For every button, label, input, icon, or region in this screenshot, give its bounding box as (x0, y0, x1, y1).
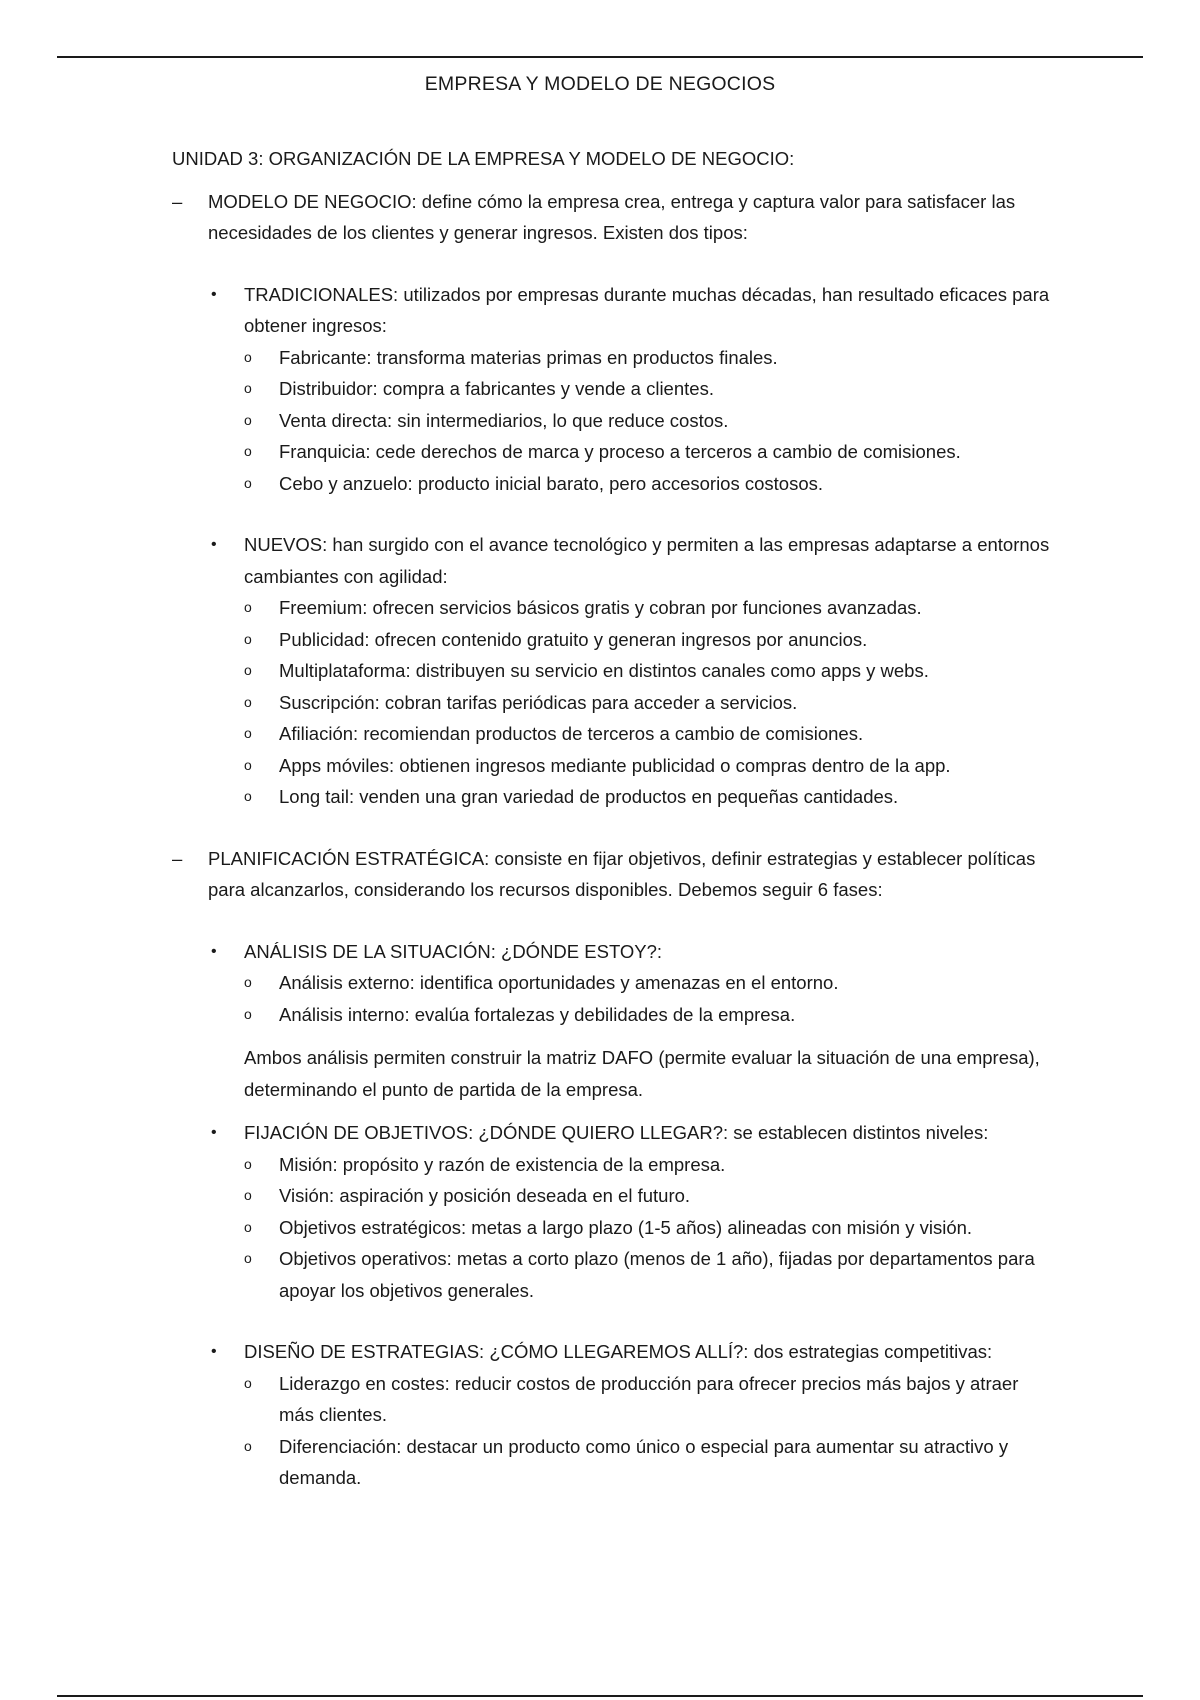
circle-marker: o (244, 380, 252, 396)
bullet-objetivos (208, 1117, 1052, 1306)
list-item-text: Long tail: venden una gran variedad de productos en pequeñas cantidades. (279, 786, 899, 807)
bullet-marker: • (211, 1343, 217, 1360)
list-item-text: Fabricante: transforma materias primas en productos finales. (279, 346, 778, 368)
list-item-text: Franquicia: cede derechos de marca y proceso a terceros a cambio de comisiones. (279, 441, 961, 462)
list-item-text: Diferenciación: destacar un producto como único o especial para aumentar su atractivo y demanda. (279, 1435, 1009, 1488)
list-item (244, 624, 1052, 656)
bullet-text: FIJACIÓN DE OBJETIVOS: ¿DÓNDE QUIERO LLEGAR?: se establecen distintos niveles: (244, 1122, 989, 1143)
circle-marker: o (244, 1250, 252, 1266)
circle-marker: o (244, 725, 252, 741)
list-item (244, 592, 1052, 624)
list-item (244, 750, 1052, 782)
bullet-marker: • (211, 942, 217, 960)
list-item-text: Freemium: ofrecen servicios básicos gratis y cobran por funciones avanzadas. (279, 597, 922, 618)
list-item-text: Venta directa: sin intermediarios, lo que reduce costos. (279, 409, 729, 431)
bullet-estrategias (208, 1336, 1052, 1494)
circle-marker: o (244, 974, 252, 990)
bottom-rule (57, 1695, 1143, 1697)
list-item (244, 373, 1052, 405)
sub-list (244, 1149, 1052, 1307)
circle-marker: o (244, 1155, 252, 1172)
bullet-text: NUEVOS: han surgido con el avance tecnológico y permiten a las empresas adaptarse a entornos cambiantes con agilidad: (244, 534, 1050, 587)
circle-marker: o (244, 693, 252, 710)
circle-marker: o (244, 662, 252, 678)
list-item (244, 1368, 1052, 1431)
circle-marker: o (244, 599, 252, 615)
circle-marker: o (244, 474, 252, 491)
circle-marker: o (244, 348, 252, 365)
circle-marker: o (244, 1187, 252, 1203)
list-item-text: Visión: aspiración y posición deseada en el futuro. (279, 1185, 691, 1206)
document-body (172, 143, 1052, 1494)
top-rule (57, 56, 1143, 58)
bullet-text: DISEÑO DE ESTRATEGIAS: ¿CÓMO LLEGAREMOS ALLÍ?: dos estrategias competitivas: (244, 1341, 993, 1362)
section-text: PLANIFICACIÓN ESTRATÉGICA: consiste en fijar objetivos, definir estrategias y establecer políticas para alcanzarlos, considerando los recursos disponibles. Debemos seguir 6 fases: (208, 847, 1036, 900)
list-item-text: Análisis externo: identifica oportunidades y amenazas en el entorno. (279, 972, 839, 993)
sub-list (244, 967, 1052, 1030)
bullet-text: ANÁLISIS DE LA SITUACIÓN: ¿DÓNDE ESTOY?: (244, 940, 663, 962)
list-item (244, 718, 1052, 750)
sub-list (244, 592, 1052, 813)
list-item (244, 999, 1052, 1031)
list-item-text: Afiliación: recomiendan productos de terceros a cambio de comisiones. (279, 723, 864, 744)
bullet-text: TRADICIONALES: utilizados por empresas durante muchas décadas, han resultado eficaces para obtener ingresos: (244, 283, 1050, 336)
list-item-text: Análisis interno: evalúa fortalezas y debilidades de la empresa. (279, 1003, 796, 1025)
bullet-nuevos (208, 529, 1052, 813)
list-item-text: Liderazgo en costes: reducir costos de producción para ofrecer precios más bajos y atraer más clientes. (279, 1372, 1019, 1425)
bullet-marker: • (211, 285, 217, 303)
list-item-text: Objetivos estratégicos: metas a largo plazo (1-5 años) alineadas con misión y visión. (279, 1216, 973, 1238)
list-item (244, 436, 1052, 468)
dash-marker: – (172, 847, 183, 869)
list-item (244, 468, 1052, 500)
list-item-text: Distribuidor: compra a fabricantes y vende a clientes. (279, 378, 714, 399)
circle-marker: o (244, 630, 252, 647)
unit-heading: UNIDAD 3: ORGANIZACIÓN DE LA EMPRESA Y MODELO DE NEGOCIO: (172, 148, 795, 169)
sub-list (244, 342, 1052, 500)
list-item (244, 1431, 1052, 1494)
circle-marker: o (244, 1218, 252, 1235)
circle-marker: o (244, 756, 252, 773)
list-item-text: Suscripción: cobran tarifas periódicas para acceder a servicios. (279, 691, 798, 713)
bullet-marker: • (211, 1124, 217, 1141)
circle-marker: o (244, 788, 252, 804)
list-item-text: Cebo y anzuelo: producto inicial barato, pero accesorios costosos. (279, 472, 823, 494)
circle-marker: o (244, 1374, 252, 1391)
list-item-text: Multiplataforma: distribuyen su servicio en distintos canales como apps y webs. (279, 660, 929, 681)
document-title: EMPRESA Y MODELO DE NEGOCIOS (424, 73, 776, 95)
circle-marker: o (244, 1437, 252, 1454)
list-item (244, 1212, 1052, 1244)
dash-marker: – (172, 190, 183, 212)
list-item-text: Misión: propósito y razón de existencia de la empresa. (279, 1153, 726, 1175)
list-item (244, 967, 1052, 999)
section-planificacion-estrategica (172, 843, 1052, 1494)
list-item-text: Publicidad: ofrecen contenido gratuito y generan ingresos por anuncios. (279, 628, 868, 650)
list-item (244, 405, 1052, 437)
list-item-text: Objetivos operativos: metas a corto plazo (menos de 1 año), fijadas por departamentos para apoyar los objetivos generales. (279, 1248, 1035, 1301)
list-item (244, 1149, 1052, 1181)
sub-list (244, 1368, 1052, 1494)
circle-marker: o (244, 1005, 252, 1022)
bullet-marker: • (211, 536, 217, 553)
list-item (244, 781, 1052, 813)
list-item (244, 1180, 1052, 1212)
list-item (244, 655, 1052, 687)
list-item-text: Apps móviles: obtienen ingresos mediante publicidad o compras dentro de la app. (279, 754, 951, 776)
list-item (244, 342, 1052, 374)
circle-marker: o (244, 443, 252, 459)
bullet-analisis (208, 936, 1052, 1106)
circle-marker: o (244, 411, 252, 428)
section-text: MODELO DE NEGOCIO: define cómo la empresa crea, entrega y captura valor para satisfacer las necesidades de los clientes y generar ingresos. Existen dos tipos: (208, 190, 1016, 243)
bullet-tradicionales (208, 279, 1052, 500)
section-modelo-de-negocio (172, 186, 1052, 813)
list-item (244, 687, 1052, 719)
dafo-note: Ambos análisis permiten construir la matriz DAFO (permite evaluar la situación de una empresa), determinando el punto de partida de la empresa. (244, 1047, 1040, 1100)
list-item (244, 1243, 1052, 1306)
